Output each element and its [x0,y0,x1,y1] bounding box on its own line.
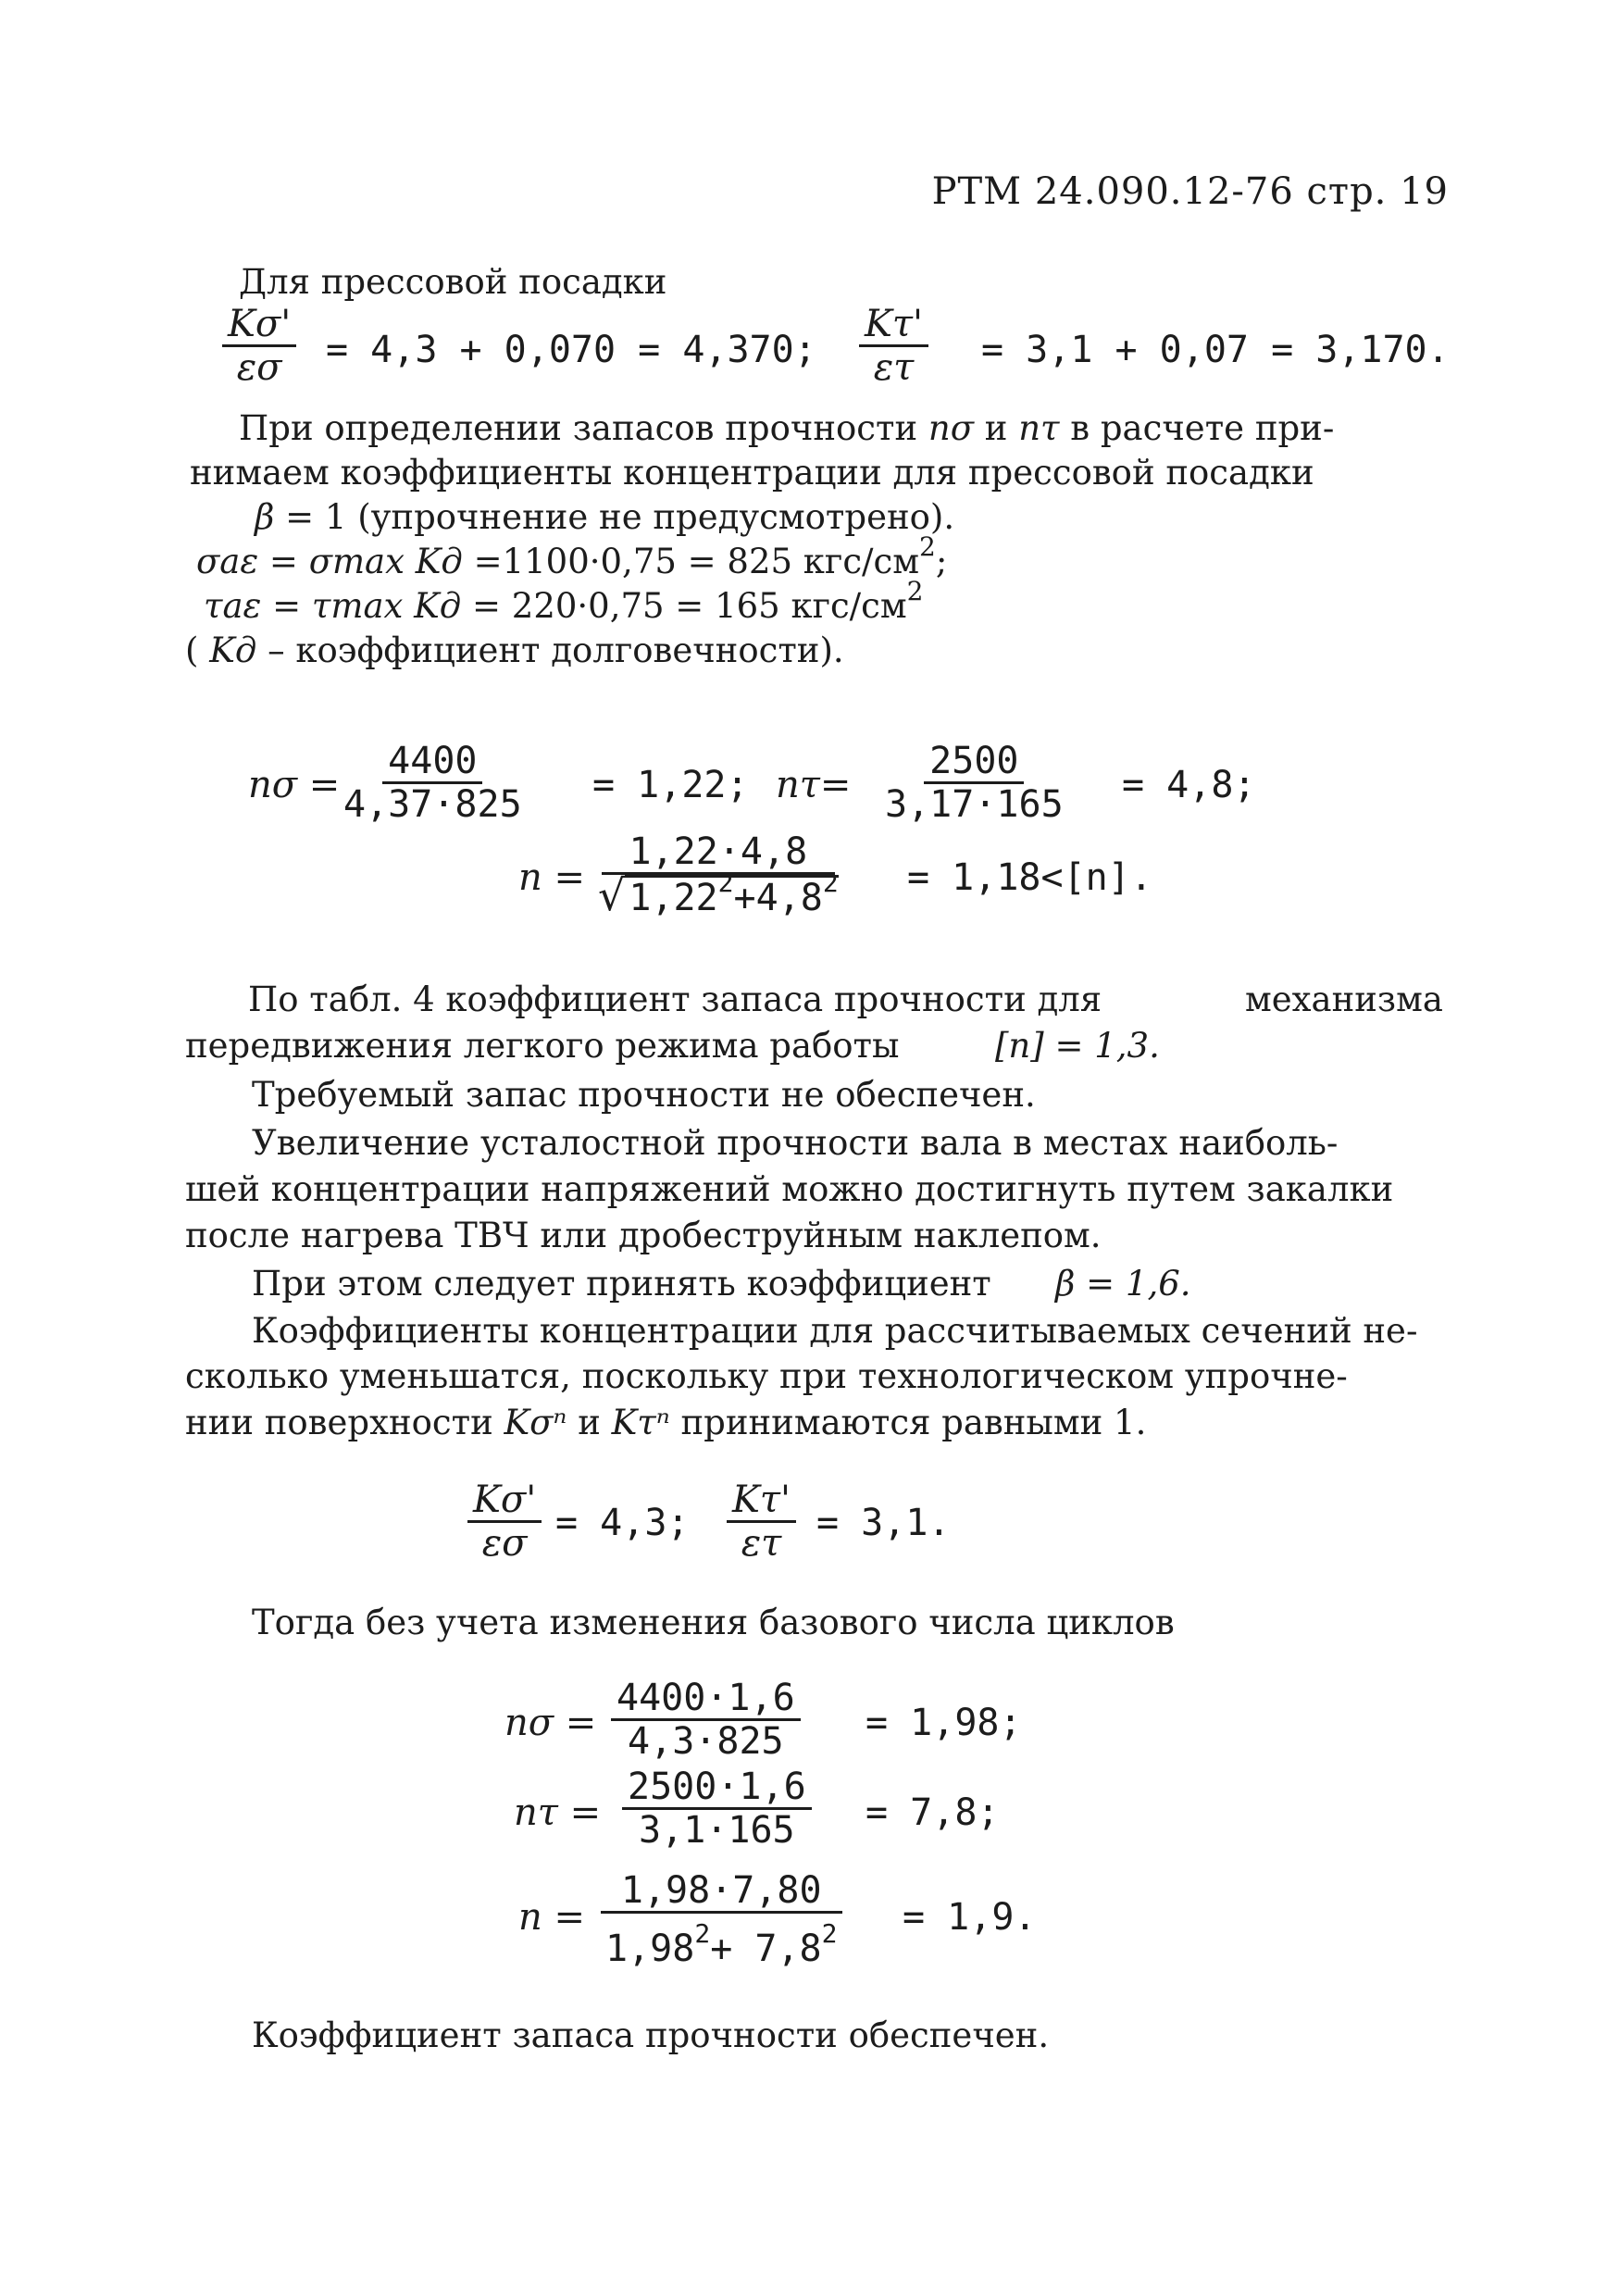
fraction-numerator: Kσ' [467,1479,542,1523]
fraction-n-tau-2 [622,1766,812,1851]
text-fragment: +4,8 [733,877,823,919]
text-fragment: ( [185,630,199,670]
fraction-k-sigma-ratio [467,1479,542,1564]
symbol: nσ = [504,1702,597,1744]
text-fragment: =1100·0,75 = 825 кгс/см [473,542,920,581]
symbol: Kд [209,630,257,670]
n-label [518,1896,585,1939]
symbol: n = [518,1896,585,1939]
fraction-denominator: 3,1·165 [639,1809,795,1852]
text-fragment: нии поверхности [185,1403,493,1442]
fraction-denominator: 4,37·825 [343,783,522,826]
symbol: Kσⁿ [504,1403,567,1442]
text-line: При этом следует принять коэффициент [252,1264,991,1304]
fraction-denominator: ετ [873,346,915,389]
text-line: Коэффициент запаса прочности обеспечен. [252,2015,1050,2055]
fraction-denominator [592,867,844,920]
symbol: nτ= [776,764,852,806]
text-fragment: При определении запасов прочности [239,408,918,448]
text-line: передвижения легкого режима работы [185,1026,900,1066]
text-line [204,575,924,628]
symbol: n = [518,856,585,899]
symbol: nτ [1018,408,1060,448]
text-line [248,979,1102,1021]
fraction-denominator: εσ [481,1522,528,1565]
n-tau-label [514,1791,601,1834]
text-line [185,1402,1146,1444]
text-fragment: в расчете при- [1070,408,1335,448]
sqrt-content [625,867,839,919]
text-fragment: = 220·0,75 = 165 кгс/см [472,586,907,626]
fraction-numerator: 2500·1,6 [622,1766,812,1810]
fraction-denominator: εσ [236,346,282,389]
text-fragment: и [578,1403,601,1442]
n-sigma-result: = 1,22; [592,764,749,806]
fraction-k-tau-ratio [727,1479,796,1564]
text-fragment: ; [935,542,948,581]
text-line [239,407,1334,450]
superscript: 2 [821,1917,838,1949]
n-label [518,856,585,899]
fraction-numerator: Kτ' [727,1479,796,1523]
text-fragment: и [984,408,1008,448]
text-fragment: 1,22 [629,877,718,919]
text-line: сколько уменьшатся, поскольку при технологическом упрочне- [185,1356,1348,1396]
text-fragment: принимаются равными 1. [680,1403,1147,1442]
page-header: РТМ 24.090.12-76 стр. 19 [931,170,1449,213]
ratio-result-2: = 3,1. [816,1502,951,1544]
n-tau-result: = 4,8; [1122,764,1256,806]
text-fragment: 1,98 [605,1928,695,1970]
symbol: Kτⁿ [611,1403,670,1442]
fraction-numerator: 1,22·4,8 [602,831,836,875]
text-line [255,496,954,539]
symbol: nσ [928,408,974,448]
fraction-n-combined-2 [600,1870,842,1969]
fraction-n-combined [592,831,844,918]
equation-result-1: = 4,3 + 0,070 = 4,370; [326,329,816,371]
n-sigma-label [248,764,340,806]
text-line: Тогда без учета изменения базового числа циклов [252,1603,1175,1642]
fraction-numerator: 1,98·7,80 [601,1870,842,1914]
text-line: Требуемый запас прочности не обеспечен. [252,1075,1036,1115]
n-tau-result-2: = 7,8; [866,1791,1000,1834]
n-result: = 1,18<[n]. [907,856,1152,899]
text-line: Увеличение усталостной прочности вала в местах наиболь- [252,1123,1339,1163]
symbol: τaε = τmax Kд [204,586,462,626]
text-fragment: По табл. 4 коэффициент запаса прочности для [248,980,1102,1019]
symbol: σaε = σmax Kд [196,542,463,581]
text-line: механизма [1245,980,1443,1019]
fraction-denominator: ετ [741,1522,782,1565]
fraction-k-tau [859,304,928,388]
fraction-numerator: Kτ' [859,304,928,347]
equation-result-2: = 3,1 + 0,07 = 3,170. [981,329,1450,371]
fraction-denominator: 3,17·165 [885,783,1064,826]
superscript: 2 [694,1917,711,1949]
square-root-icon: √ [598,870,626,920]
text-line: [n] = 1,3. [995,1026,1160,1066]
n-sigma-label [504,1702,596,1744]
text-fragment: + 7,8 [710,1928,822,1970]
superscript: 2 [906,575,924,606]
fraction-n-sigma [338,741,528,825]
fraction-denominator: 4,3·825 [628,1720,784,1763]
fraction-n-sigma-2 [611,1678,801,1762]
text-line: шей концентрации напряжений можно достигнуть путем закалки [185,1169,1394,1209]
ratio-result-1: = 4,3; [555,1502,690,1544]
n-sigma-result-2: = 1,98; [866,1702,1022,1744]
fraction-numerator: 2500 [924,741,1024,784]
fraction-denominator [600,1914,842,1969]
n-result-2: = 1,9. [903,1896,1037,1939]
fraction-numerator: 4400 [382,741,482,784]
text-line: Коэффициенты концентрации для рассчитываемых сечений не- [252,1311,1418,1351]
text-line: β = 1,6. [1055,1264,1191,1304]
symbol: nσ = [248,764,341,806]
fraction-n-tau [879,741,1069,825]
symbol: β [255,497,275,537]
superscript: 2 [919,530,936,562]
text-line [185,630,844,672]
text-line: после нагрева ТВЧ или дробеструйным наклепом. [185,1216,1102,1255]
n-tau-label [776,764,851,806]
text-fragment: – коэффициент долговечности). [268,630,844,670]
superscript: 2 [717,867,734,898]
press-fit-label: Для прессовой посадки [239,262,667,302]
fraction-k-sigma [222,304,296,388]
fraction-numerator: Kσ' [222,304,296,347]
symbol: nτ = [514,1791,602,1834]
superscript: 2 [822,867,839,898]
text-line [196,530,948,583]
text-line: нимаем коэффициенты концентрации для прессовой посадки [190,453,1314,493]
text-fragment: = 1 (упрочнение не предусмотрено). [285,497,955,537]
fraction-numerator: 4400·1,6 [611,1678,801,1721]
